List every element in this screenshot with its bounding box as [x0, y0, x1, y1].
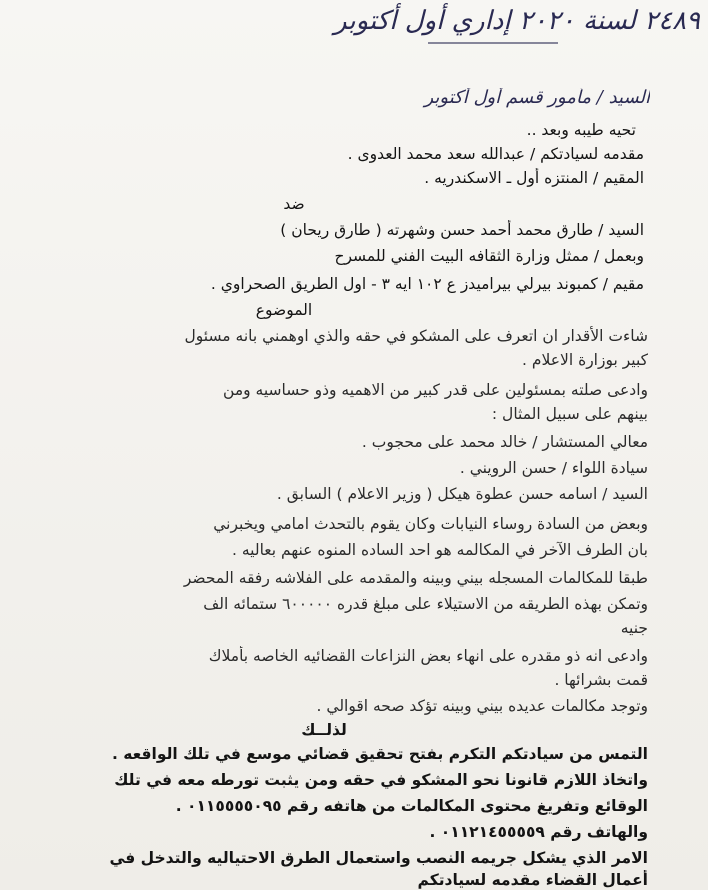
body-line-6: سيادة اللواء / حسن الرويني .: [459, 459, 648, 477]
body-line-4: بينهم على سبيل المثال :: [491, 405, 648, 423]
body-line-1: شاءت الأقدار ان اتعرف على المشكو في حقه والذي اوهمني بانه مسئول: [184, 327, 648, 345]
body-line-13: وادعى انه ذو مقدره على انهاء بعض النزاعات القضائيه الخاصه بأملاك: [208, 647, 648, 665]
handwritten-case-number: ٢٤٨٩ لسنة ٢٠٢٠ إداري أول أكتوبر: [333, 6, 700, 36]
handwritten-underline: [428, 42, 558, 44]
body-line-7: السيد / اسامه حسن عطوة هيكل ( وزير الاعلام ) السابق .: [276, 485, 648, 503]
body-line-9: بان الطرف الآخر في المكالمه هو احد الساده المنوه عنهم بعاليه .: [232, 541, 648, 559]
body-line-10: طبقا للمكالمات المسجله بيني وبينه والمقدمه على الفلاشه رفقه المحضر: [183, 569, 648, 587]
body-line-12: جنيه: [620, 619, 648, 637]
request-line-2: واتخاذ اللازم قانونا نحو المشكو في حقه ومن يثبت تورطه معه في تلك: [114, 771, 648, 789]
against-label: ضد: [283, 195, 305, 213]
addressee: السيد / مأمور قسم أول أكتوبر: [424, 88, 650, 108]
complainant-address: المقيم / المنتزه أول ـ الاسكندريه .: [424, 169, 644, 187]
subject-heading: الموضوع: [255, 301, 313, 319]
defendant-job: وبعمل / ممثل وزارة الثقافه البيت الفني للمسرح: [334, 247, 644, 265]
body-line-11: وتمكن بهذه الطريقه من الاستيلاء على مبلغ قدره ٦٠٠٠٠٠ ستمائه الف: [203, 595, 648, 613]
defendant-name: السيد / طارق محمد أحمد حسن وشهرته ( طارق ريحان ): [280, 221, 644, 239]
request-line-4: والهاتف رقم ٠١١٢١٤٥٥٥٥٩ .: [429, 823, 648, 841]
therefore-heading: لذلــك: [301, 721, 347, 739]
request-line-1: التمس من سيادتكم التكرم بفتح تحقيق قضائي موسع في تلك الواقعه .: [111, 745, 648, 763]
body-line-5: معالي المستشار / خالد محمد على محجوب .: [361, 433, 648, 451]
body-line-3: وادعى صلته بمسئولين على قدر كبير من الاهميه وذو حساسيه ومن: [223, 381, 648, 399]
body-line-15: وتوجد مكالمات عديده بيني وبينه تؤكد صحه اقوالي .: [316, 697, 648, 715]
defendant-address: مقيم / كمبوند بيرلي بيراميدز ع ١٠٢ ايه ٣ - اول الطريق الصحراوي .: [210, 275, 644, 293]
complainant: مقدمه لسيادتكم / عبدالله سعد محمد العدوى .: [347, 145, 644, 163]
closing-line: أعمال القضاء مقدمه لسيادتكم: [417, 871, 648, 889]
body-line-8: وبعض من السادة روساء النيابات وكان يقوم بالتحدث امامي ويخبرني: [213, 515, 648, 533]
body-line-14: قمت بشرائها .: [554, 671, 648, 689]
greeting: تحيه طيبه وبعد ..: [526, 121, 636, 139]
body-line-2: كبير بوزارة الاعلام .: [522, 351, 648, 369]
request-line-3: الوقائع وتفريغ محتوى المكالمات من هاتفه رقم ٠١١٥٥٥٥٠٩٥ .: [175, 797, 648, 815]
request-line-5: الامر الذي يشكل جريمه النصب واستعمال الطرق الاحتياليه والتدخل في: [109, 849, 648, 867]
